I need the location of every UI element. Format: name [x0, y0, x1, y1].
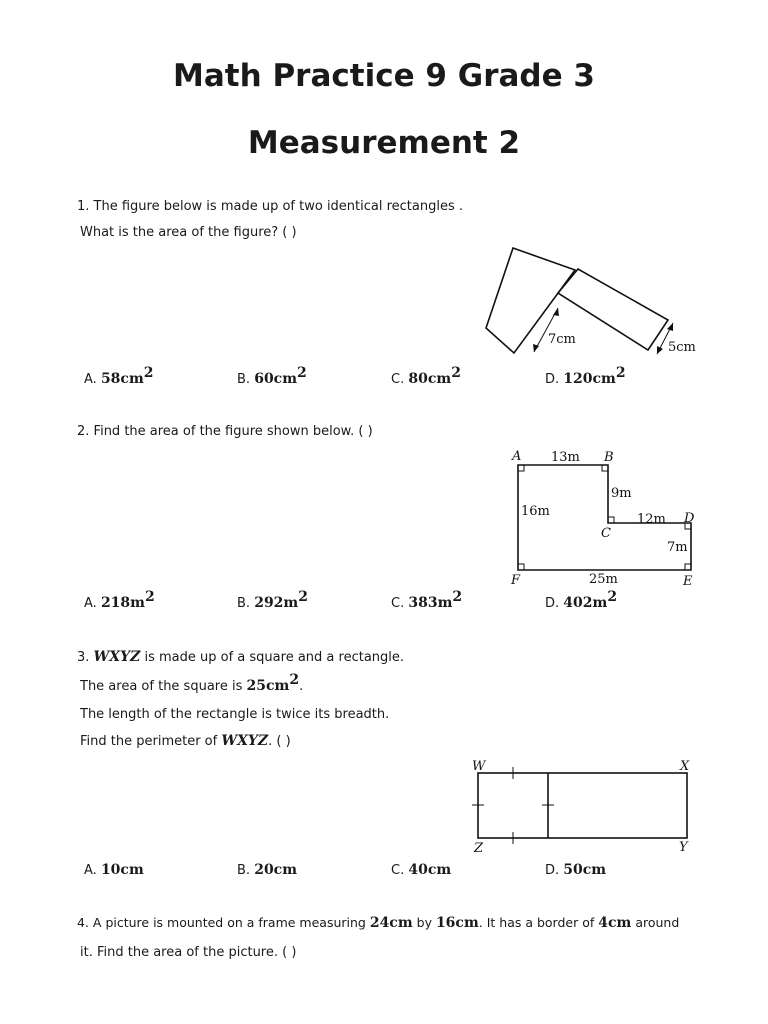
page-title: Math Practice 9 Grade 3 — [173, 58, 595, 94]
option-b[interactable]: B. 20cm — [237, 862, 298, 878]
vertex-label: A — [512, 449, 522, 464]
vertex-label: X — [680, 759, 690, 774]
question-3-text — [77, 649, 404, 666]
dimension-label: 16m — [521, 504, 550, 519]
option-a[interactable]: A. 10cm — [84, 862, 144, 878]
option-c[interactable]: C. $383m^2$ — [391, 589, 463, 611]
question-3-prompt: Find the perimeter of WXYZ. ( ) — [80, 733, 291, 749]
vertex-label: Y — [679, 840, 688, 855]
dimension-label: 25m — [589, 572, 618, 587]
vertex-label: Z — [474, 841, 484, 856]
shape-name: WXYZ — [93, 649, 141, 665]
question-number: 1. — [77, 199, 90, 214]
dimension-label: 12m — [637, 512, 666, 527]
question-number: 2. — [77, 424, 90, 439]
option-d[interactable]: D. $402m^2$ — [545, 589, 618, 611]
question-1-text — [77, 199, 463, 215]
dimension-label: 9m — [611, 486, 632, 501]
question-4-prompt: it. Find the area of the picture. ( ) — [80, 945, 297, 960]
question-2-text — [77, 424, 373, 440]
dimension-label: 7cm — [548, 332, 576, 347]
figure-wxyz — [465, 755, 705, 860]
option-d[interactable]: D. $120cm^2$ — [545, 365, 626, 387]
option-c[interactable]: C. 40cm — [391, 862, 452, 878]
option-b[interactable]: B. $60cm^2$ — [237, 365, 307, 387]
question-1-prompt: What is the area of the figure? ( ) — [80, 225, 297, 240]
question-line: The figure below is made up of two identical rectangles . — [93, 199, 464, 214]
page-subtitle: Measurement 2 — [247, 125, 521, 161]
vertex-label: D — [684, 511, 695, 526]
question-number: 3. — [77, 650, 90, 665]
vertex-label: F — [511, 573, 521, 588]
question-number: 4. — [77, 915, 89, 930]
question-3-line-3: The length of the rectangle is twice its breadth. — [80, 707, 390, 722]
dimension-label: 13m — [551, 450, 580, 465]
question-4-text: 4. A picture is mounted on a frame measuring 24cm by 16cm. It has a border of 4cm around — [77, 915, 680, 931]
vertex-label: E — [683, 574, 693, 589]
vertex-label: C — [601, 526, 611, 541]
option-b[interactable]: B. $292m^2$ — [237, 589, 308, 611]
question-line: is made up of a square and a rectangle. — [140, 650, 405, 665]
question-3-line-2: The area of the square is $25cm^2$. — [80, 672, 304, 694]
wxyz-outline — [478, 773, 687, 838]
option-c[interactable]: C. $80cm^2$ — [391, 365, 461, 387]
figure-l-shape — [500, 445, 710, 590]
vertex-label: B — [604, 450, 614, 465]
option-a[interactable]: A. $218m^2$ — [84, 589, 155, 611]
figure-two-rectangles — [470, 240, 710, 370]
option-d[interactable]: D. 50cm — [545, 862, 607, 878]
dimension-label: 5cm — [668, 340, 696, 355]
vertex-label: W — [472, 759, 486, 774]
dimension-label: 7m — [667, 540, 688, 555]
option-a[interactable]: A. $58cm^2$ — [84, 365, 154, 387]
question-line: Find the area of the figure shown below. ( ) — [93, 424, 373, 439]
